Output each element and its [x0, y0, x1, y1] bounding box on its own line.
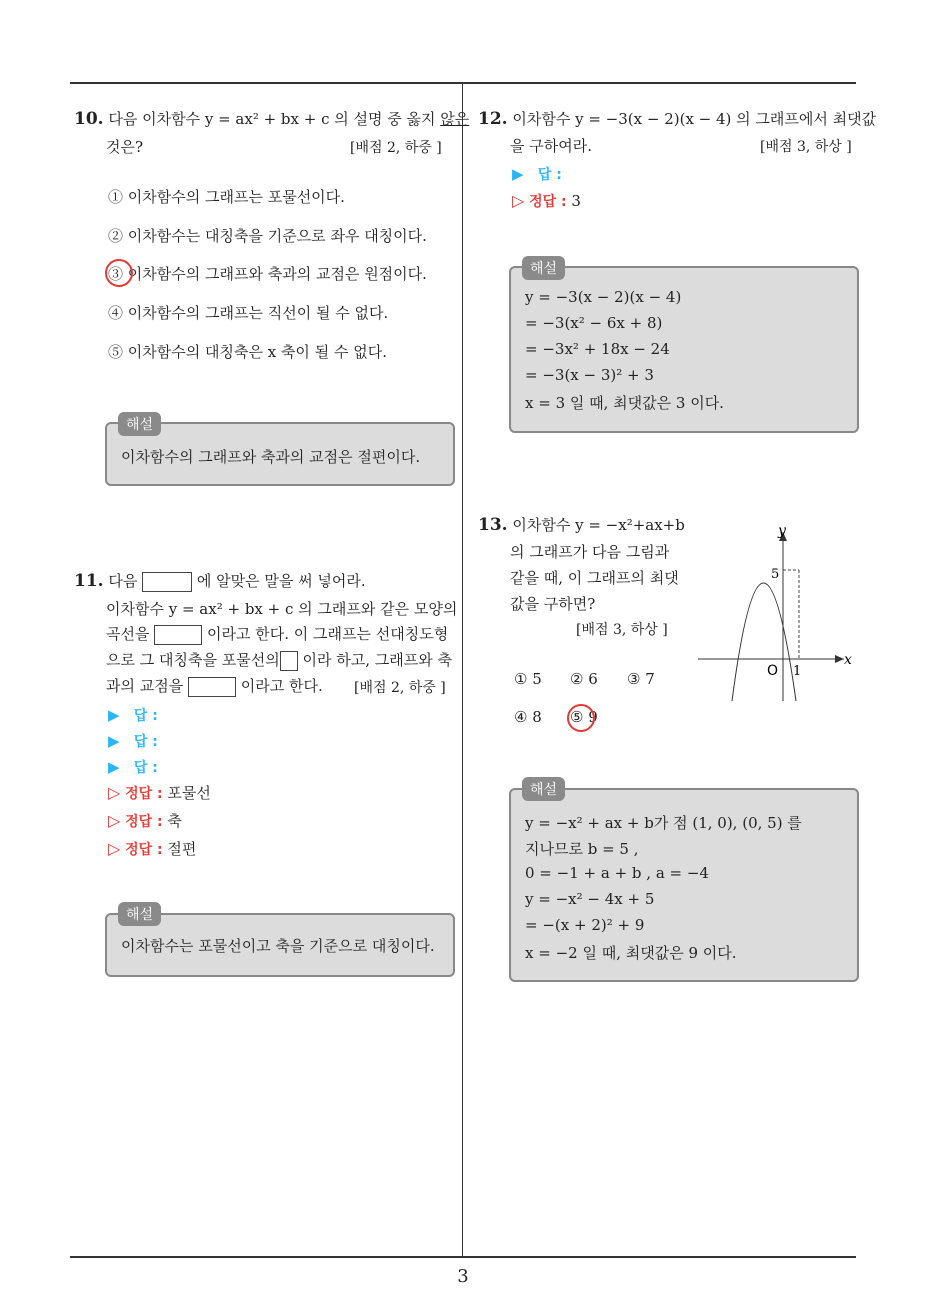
- q10-number: 10.: [74, 109, 104, 129]
- q11-text-5b: 이라고 한다.: [240, 677, 323, 695]
- origin-label: O: [767, 663, 779, 679]
- play-arrow-icon: ▶: [108, 732, 120, 750]
- q13-line1: [478, 514, 685, 535]
- q10-selected-circle: [105, 259, 133, 287]
- q10-choice-3[interactable]: ③ 이차함수의 그래프와 축과의 교점은 원점이다.: [108, 265, 427, 283]
- q11-correct-answer-1: 포물선: [167, 784, 211, 802]
- q11-correct-answer-3: 절편: [167, 840, 197, 858]
- q11-correct-row-2: [108, 810, 182, 831]
- q10-explanation-text: 이차함수의 그래프와 축과의 교점은 절편이다.: [121, 448, 421, 466]
- q11-blank-box: [142, 572, 192, 592]
- q11-line3: [106, 623, 448, 645]
- q13-line4: 값을 구하면?: [510, 595, 596, 613]
- q12-number: 12.: [478, 109, 508, 129]
- q11-blank-3[interactable]: [188, 677, 236, 697]
- q12-correct-row: [512, 191, 581, 211]
- x-axis-arrow-icon: [835, 655, 844, 663]
- x-tick-label: 1: [793, 664, 802, 679]
- q10-choice-1[interactable]: ① 이차함수의 그래프는 포물선이다.: [108, 188, 345, 206]
- q10-choice-4[interactable]: ④ 이차함수의 그래프는 직선이 될 수 없다.: [108, 304, 389, 322]
- q13-line2: 의 그래프가 다음 그림과: [510, 543, 670, 561]
- q11-answer-row-2: [108, 731, 158, 751]
- q13-choice-2[interactable]: ② 6: [570, 670, 598, 688]
- page-number: 3: [457, 1266, 469, 1287]
- open-triangle-icon: ▷: [108, 783, 121, 802]
- play-arrow-icon: ▶: [108, 758, 120, 776]
- q10-text: 다음 이차함수 y = ax² + bx + c 의 설명 중 옳지: [108, 110, 441, 128]
- q11-text-3a: 곡선을: [106, 625, 150, 643]
- q11-answer-label-1: 답 :: [133, 708, 158, 724]
- y-tick-label: 5: [771, 567, 780, 582]
- q11-text-4a: 으로 그 대칭축을 포물선의: [106, 651, 280, 669]
- q12-explanation-tag: 해설: [522, 256, 565, 280]
- q11-line4: [106, 649, 452, 671]
- q13-parabola-graph: [696, 518, 856, 703]
- q13-line3: 같을 때, 이 그래프의 최댓: [510, 569, 679, 587]
- parabola-curve: [732, 583, 796, 701]
- q12-points: [배점 3, 하상 ]: [760, 139, 852, 155]
- q11-text-1a: 다음: [108, 572, 138, 590]
- q11-correct-label-2: 정답 :: [125, 814, 163, 830]
- q12-answer-row: [512, 164, 562, 184]
- q11-blank-2[interactable]: [280, 651, 298, 671]
- q11-answer-label-2: 답 :: [133, 734, 158, 750]
- q12-explanation-line: = −3x² + 18x − 24: [525, 340, 670, 358]
- q13-explanation-line: = −(x + 2)² + 9: [525, 916, 645, 934]
- q12-answer-label: 답 :: [537, 167, 562, 183]
- q12-explanation-box: [509, 266, 859, 433]
- q12-explanation-line: = −3(x − 3)² + 3: [525, 366, 654, 384]
- q11-text-4b: 이라 하고, 그래프와 축: [302, 651, 452, 669]
- q13-points: [배점 3, 하상 ]: [576, 622, 668, 638]
- q10-emphasis: 않은: [440, 110, 470, 128]
- q11-line1: [74, 570, 366, 592]
- q11-points: [배점 2, 하중 ]: [354, 680, 446, 696]
- q10-line2: 것은?: [106, 138, 144, 156]
- q11-answer-row-1: [108, 705, 158, 725]
- q13-text-1: 이차함수 y = −x²+ax+b: [512, 516, 685, 534]
- q11-correct-label-3: 정답 :: [125, 842, 163, 858]
- q13-selected-circle: [567, 704, 595, 732]
- q11-text-5a: 과의 교점을: [106, 677, 184, 695]
- q12-explanation-line: x = 3 일 때, 최댓값은 3 이다.: [525, 394, 724, 412]
- q11-correct-label-1: 정답 :: [125, 786, 163, 802]
- y-axis-label: y: [778, 523, 786, 539]
- q10-choice-5[interactable]: ⑤ 이차함수의 대칭축은 x 축이 될 수 없다.: [108, 343, 387, 361]
- q10-explanation-tag: 해설: [118, 412, 161, 436]
- q13-choice-4[interactable]: ④ 8: [514, 708, 542, 726]
- q13-explanation-tag: 해설: [522, 777, 565, 801]
- q13-explanation-line: x = −2 일 때, 최댓값은 9 이다.: [525, 944, 737, 962]
- q11-correct-answer-2: 축: [167, 812, 182, 830]
- play-arrow-icon: ▶: [512, 165, 524, 183]
- top-rule: [70, 82, 856, 84]
- q13-explanation-box: [509, 788, 859, 982]
- play-arrow-icon: ▶: [108, 706, 120, 724]
- q11-answer-row-3: [108, 757, 158, 777]
- q11-text-3b: 이라고 한다. 이 그래프는 선대칭도형: [207, 625, 449, 643]
- q13-explanation-line: y = −x² − 4x + 5: [525, 890, 655, 908]
- bottom-rule: [70, 1256, 856, 1258]
- q13-explanation-line: 지나므로 b = 5 ,: [525, 840, 639, 858]
- q13-choice-1[interactable]: ① 5: [514, 670, 542, 688]
- q11-text-1b: 에 알맞은 말을 써 넣어라.: [196, 572, 366, 590]
- q12-correct-label: 정답 :: [529, 194, 567, 210]
- q13-choice-3[interactable]: ③ 7: [627, 670, 655, 688]
- q13-choice-5[interactable]: ⑤ 9: [570, 708, 598, 726]
- q10-line1: [74, 108, 469, 129]
- q11-correct-row-1: [108, 782, 211, 803]
- open-triangle-icon: ▷: [108, 811, 121, 830]
- q11-explanation-tag: 해설: [118, 902, 161, 926]
- q13-explanation-line: 0 = −1 + a + b , a = −4: [525, 864, 709, 882]
- q11-answer-label-3: 답 :: [133, 760, 158, 776]
- open-triangle-icon: ▷: [108, 839, 121, 858]
- q12-explanation-line: y = −3(x − 2)(x − 4): [525, 288, 682, 306]
- q13-number: 13.: [478, 515, 508, 535]
- q10-points: [배점 2, 하중 ]: [350, 140, 442, 156]
- q11-blank-1[interactable]: [154, 625, 202, 645]
- q11-line2: 이차함수 y = ax² + bx + c 의 그래프와 같은 모양의: [106, 600, 458, 618]
- q12-line2: 을 구하여라.: [510, 137, 592, 155]
- q11-number: 11.: [74, 571, 104, 591]
- q12-explanation-line: = −3(x² − 6x + 8): [525, 314, 663, 332]
- column-divider: [462, 84, 463, 1258]
- q11-explanation-text: 이차함수는 포물선이고 축을 기준으로 대칭이다.: [121, 937, 435, 955]
- q12-correct-answer: 3: [571, 192, 581, 210]
- q13-explanation-line: y = −x² + ax + b가 점 (1, 0), (0, 5) 를: [525, 814, 802, 832]
- q12-line1: [478, 108, 876, 129]
- q11-line5: [106, 675, 323, 697]
- open-triangle-icon: ▷: [512, 191, 525, 210]
- q11-correct-row-3: [108, 838, 196, 859]
- q12-text: 이차함수 y = −3(x − 2)(x − 4) 의 그래프에서 최댓값: [512, 110, 877, 128]
- q10-choice-2[interactable]: ② 이차함수는 대칭축을 기준으로 좌우 대칭이다.: [108, 227, 427, 245]
- x-axis-label: x: [844, 652, 852, 668]
